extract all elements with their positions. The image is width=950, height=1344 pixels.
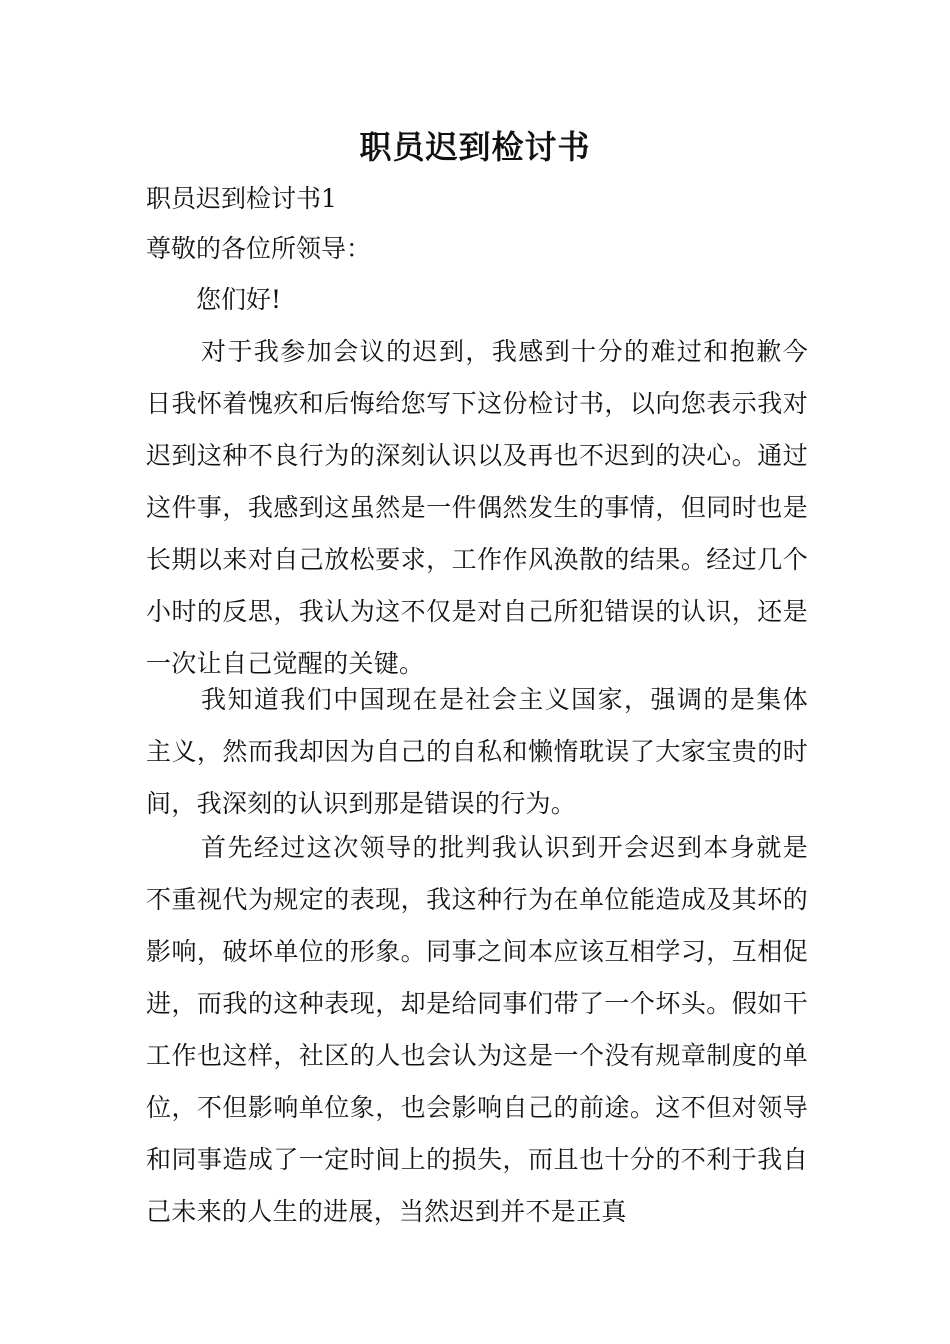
document-title: 职员迟到检讨书: [359, 128, 591, 166]
body-paragraph-2: 我知道我们中国现在是社会主义国家，强调的是集体主义，然而我却因为自己的自私和懒惰耽误了大家宝贵的时间，我深刻的认识到那是错误的行为。: [146, 685, 808, 818]
document-subtitle: 职员迟到检讨书1: [146, 184, 337, 213]
greeting: 您们好!: [196, 285, 282, 314]
salutation: 尊敬的各位所领导：: [146, 234, 372, 263]
body-paragraph-3: 首先经过这次领导的批判我认识到开会迟到本身就是不重视代为规定的表现，我这种行为在单位能造成及其坏的影响，破坏单位的形象。同事之间本应该互相学习，互相促进，而我的这种表现，却是给同事们带了一个坏头。假如干工作也这样，社区的人也会认为这是一个没有规章制度的单位，不但影响单位象，也会影响自己的前途。这不但对领导和同事造成了一定时间上的损失，而且也十分的不利于我自己未来的人生的进展，当然迟到并不是正真: [146, 833, 808, 1226]
body-paragraph-1: 对于我参加会议的迟到，我感到十分的难过和抱歉今日我怀着愧疚和后悔给您写下这份检讨书，以向您表示我对迟到这种不良行为的深刻认识以及再也不迟到的决心。通过这件事，我感到这虽然是一件偶然发生的事情，但同时也是长期以来对自己放松要求，工作作风涣散的结果。经过几个小时的反思，我认为这不仅是对自己所犯错误的认识，还是一次让自己觉醒的关键。: [146, 337, 808, 678]
